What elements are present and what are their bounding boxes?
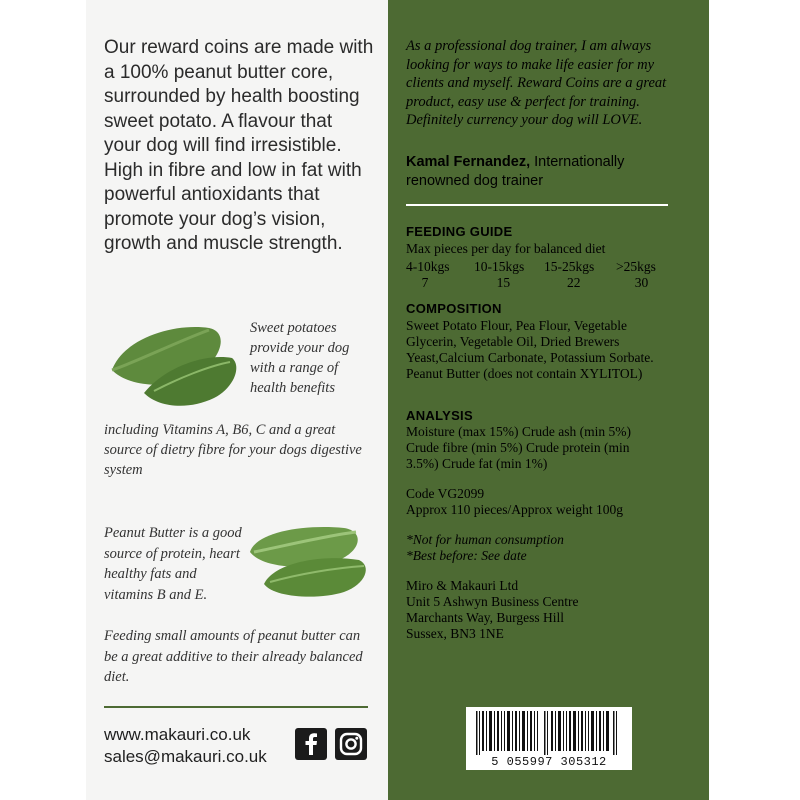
facebook-icon[interactable] bbox=[295, 728, 327, 760]
feeding-pieces: 22 bbox=[567, 275, 581, 290]
pack-contents: Approx 110 pieces/Approx weight 100g bbox=[406, 502, 623, 517]
sweet-potato-image bbox=[104, 318, 244, 413]
note-not-for-human: *Not for human consumption bbox=[406, 532, 564, 547]
address-line: Unit 5 Ashwyn Business Centre bbox=[406, 594, 579, 609]
left-divider bbox=[104, 706, 368, 708]
feeding-pieces: 30 bbox=[634, 275, 649, 290]
feeding-pieces-row bbox=[406, 275, 661, 291]
website-link[interactable]: www.makauri.co.uk bbox=[104, 725, 251, 744]
peanut-butter-text: Peanut Butter is a good source of protein, heart healthy fats and vitamins B and E. bbox=[104, 525, 242, 603]
address-line: Marchants Way, Burgess Hill bbox=[406, 610, 565, 625]
feeding-pieces: 15 bbox=[496, 275, 511, 290]
quote-author bbox=[406, 153, 676, 190]
feeding-weights-row bbox=[406, 259, 661, 275]
author-name: Kamal Fernandez, bbox=[406, 154, 531, 170]
intro-text: Our reward coins are made with a 100% peanut butter core, surrounded by health boosting sweet potato. A flavour that your dog will find irresistible. High in fibre and low in fat with powerful antioxidants that promote your dog’s vision, growth and muscle strength. bbox=[104, 37, 374, 254]
author-title: Internationally renowned dog trainer bbox=[406, 154, 625, 189]
address-line: Sussex, BN3 1NE bbox=[406, 626, 504, 641]
feeding-weight: >25kgs bbox=[616, 259, 656, 274]
analysis-text: Moisture (max 15%) Crude ash (min 5%) Crude fibre (min 5%) Crude protein (min 3.5%) Crude fat (min 1%) bbox=[406, 424, 631, 471]
email-link[interactable]: sales@makauri.co.uk bbox=[104, 747, 267, 766]
feeding-weight: 4-10kgs bbox=[406, 259, 450, 274]
composition-text: Sweet Potato Flour, Pea Flour, Vegetable Glycerin, Vegetable Oil, Dried Brewers Yeast,Calcium Carbonate, Potassium Sorbate. Peanut Butter (does not contain XYLITOL) bbox=[406, 318, 654, 381]
feeding-guide-heading: FEEDING GUIDE bbox=[406, 224, 513, 239]
peanut-coin-image bbox=[244, 522, 372, 602]
address-line: Miro & Makauri Ltd bbox=[406, 578, 519, 593]
contact-info bbox=[104, 724, 267, 768]
right-divider bbox=[406, 204, 668, 206]
composition-heading: COMPOSITION bbox=[406, 301, 502, 316]
sweet-potato-text: Sweet potatoes provide your dog with a range of health benefits bbox=[250, 320, 350, 396]
barcode-bars-icon bbox=[466, 707, 632, 757]
note-best-before: *Best before: See date bbox=[406, 548, 527, 563]
peanut-butter-text-continued: Feeding small amounts of peanut butter can be a great additive to their already balanced diet. bbox=[104, 628, 363, 685]
instagram-icon[interactable] bbox=[335, 728, 367, 760]
feeding-weight: 15-25kgs bbox=[544, 259, 595, 274]
analysis-heading: ANALYSIS bbox=[406, 408, 473, 423]
trainer-quote: As a professional dog trainer, I am always looking for ways to make life easier for my clients and myself. Reward Coins are a great product, easy use & perfect for training. Definitely currency your dog will LOVE. bbox=[406, 38, 667, 128]
feeding-guide-subtitle: Max pieces per day for balanced diet bbox=[406, 241, 606, 256]
barcode-number: 5 055997 305312 bbox=[491, 755, 607, 769]
company-address bbox=[406, 578, 661, 642]
barcode bbox=[466, 707, 632, 770]
feeding-weight: 10-15kgs bbox=[474, 259, 525, 274]
product-code: Code VG2099 bbox=[406, 486, 485, 501]
feeding-pieces: 7 bbox=[421, 275, 429, 290]
sweet-potato-text-continued: including Vitamins A, B6, C and a great source of dietry fibre for your dogs digestive system bbox=[104, 422, 362, 478]
